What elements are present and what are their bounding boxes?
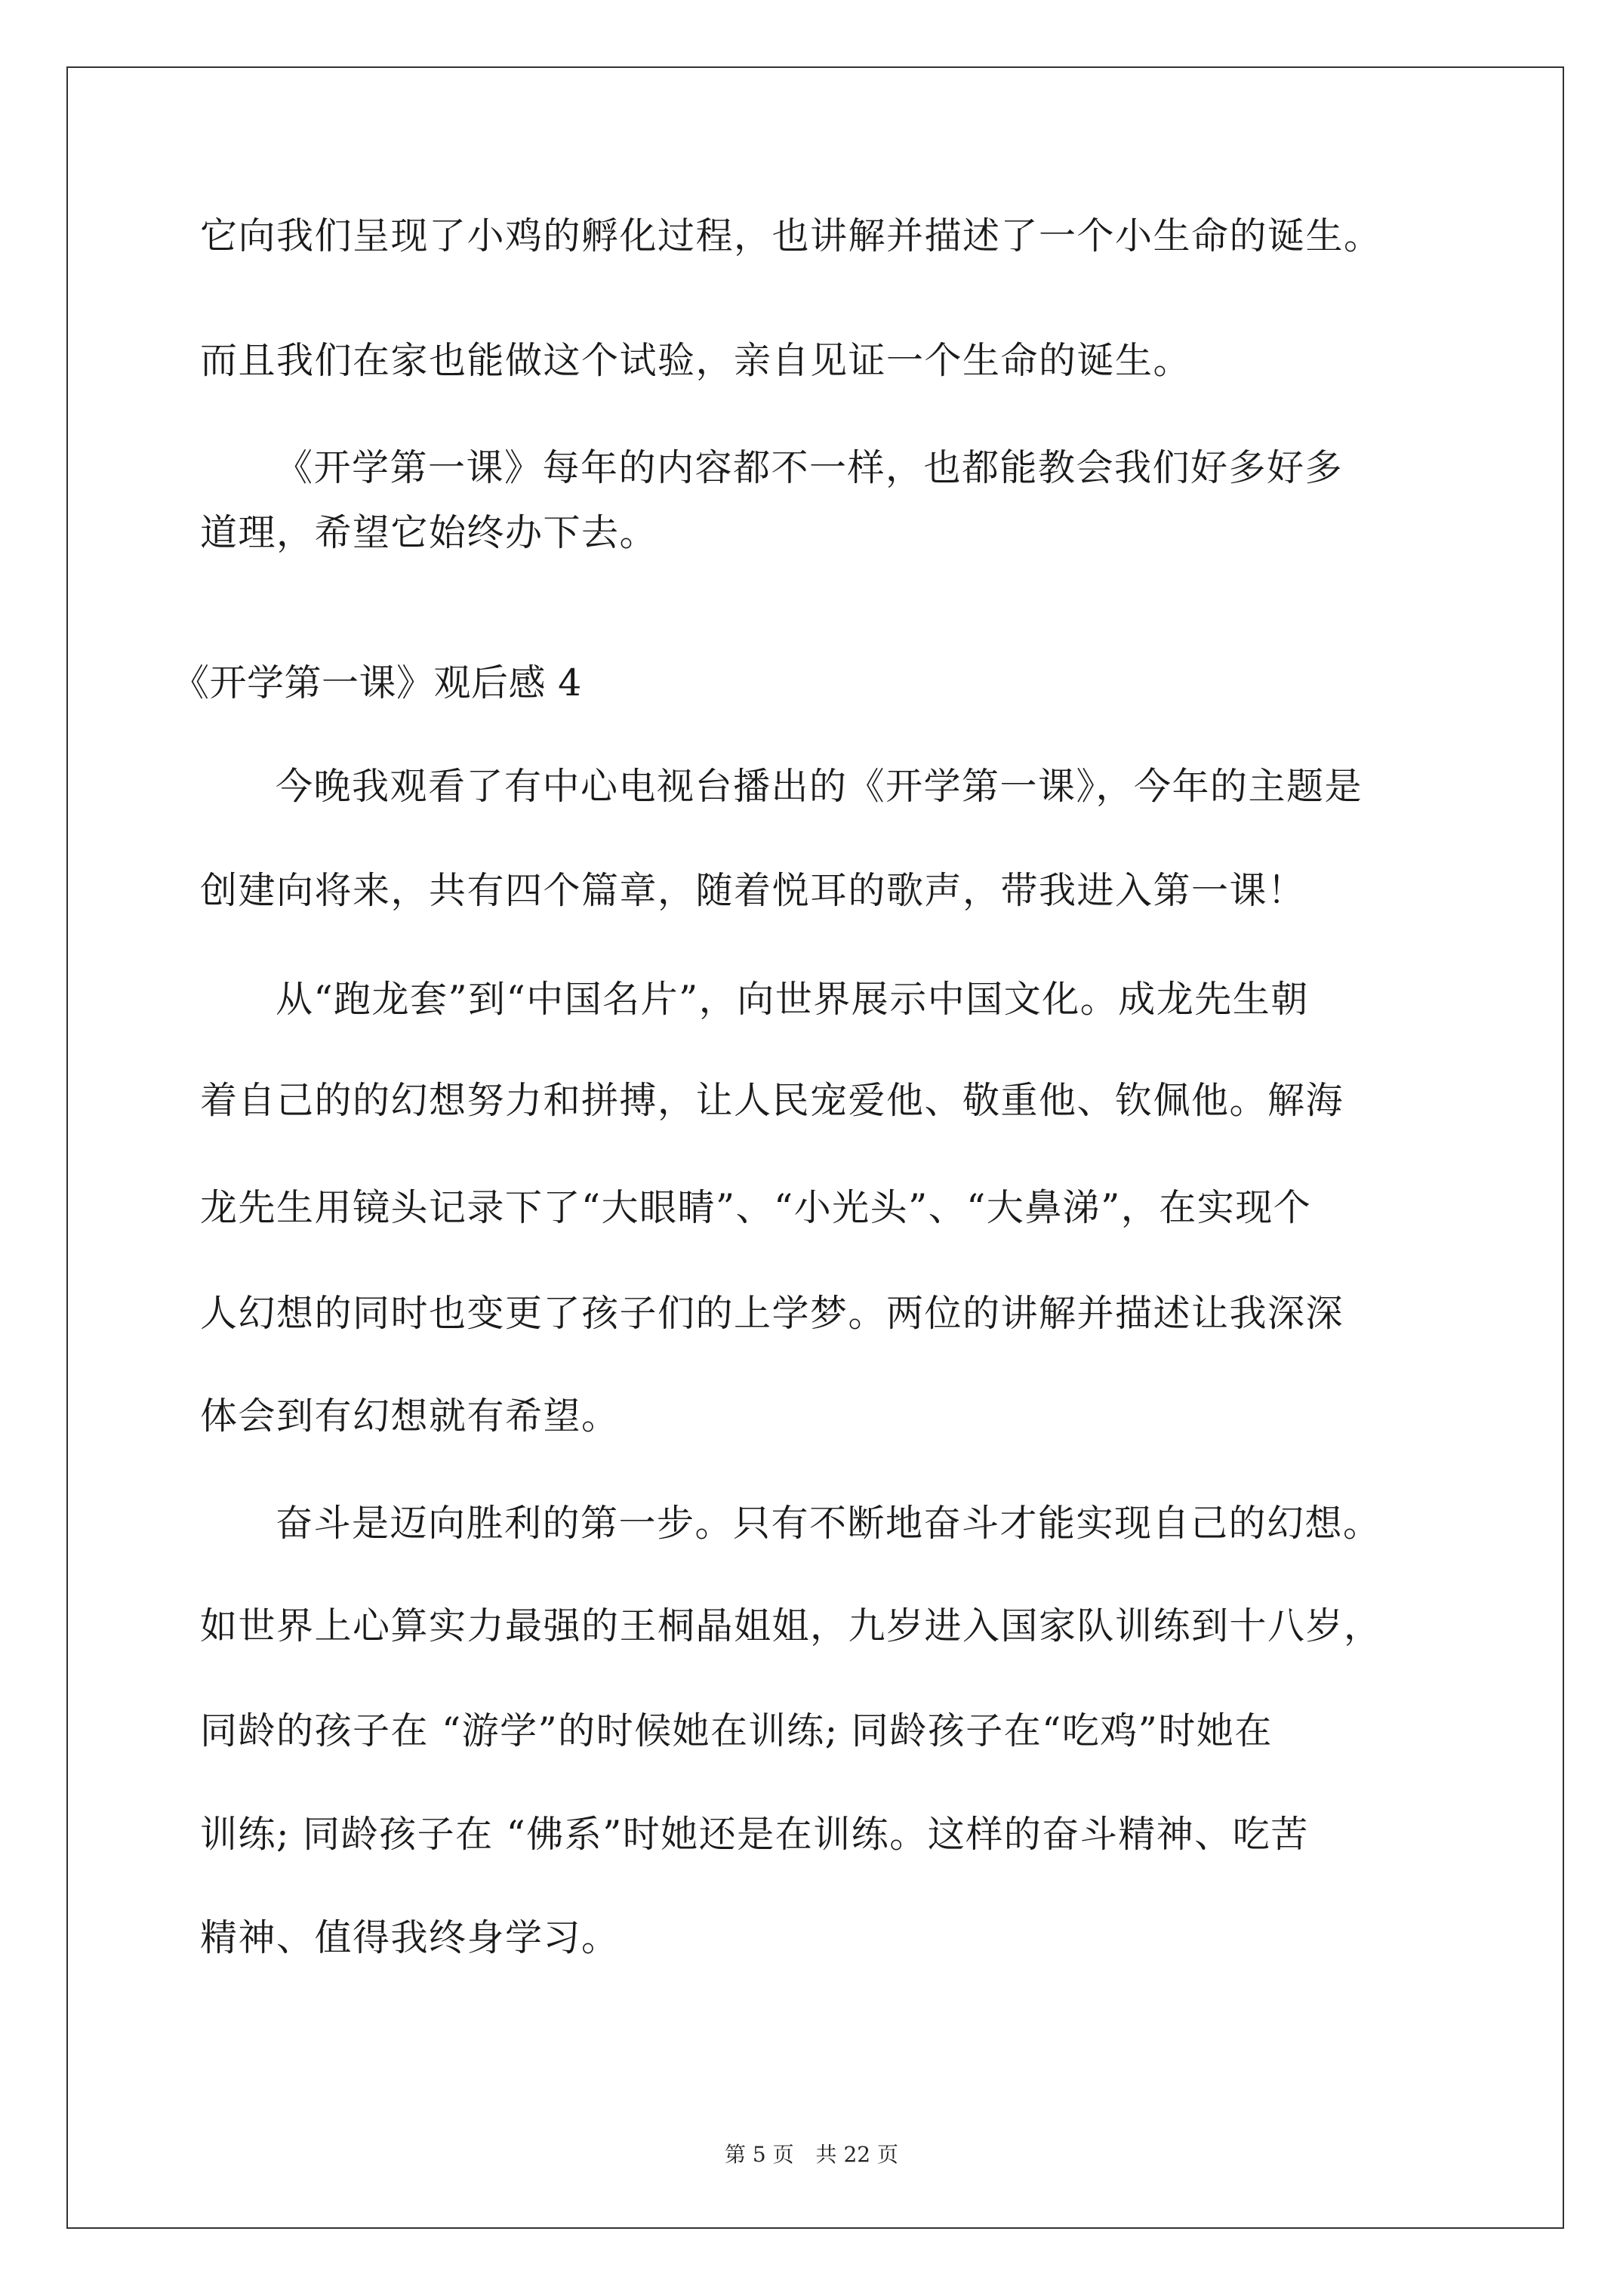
page-number: 第 5 页 bbox=[725, 2142, 794, 2167]
paragraph-line: 训练; 同龄孩子在 “佛系”时她还是在训练。这样的奋斗精神、吃苦 bbox=[200, 1813, 1309, 1856]
paragraph-line: 它向我们呈现了小鸡的孵化过程，也讲解并描述了一个小生命的诞生。 bbox=[200, 214, 1382, 257]
paragraph-line: 龙先生用镜头记录下了“大眼睛”、“小光头”、“大鼻涕”，在实现个 bbox=[200, 1186, 1312, 1229]
paragraph-line: 如世界上心算实力最强的王桐晶姐姐，九岁进入国家队训练到十八岁， bbox=[200, 1604, 1382, 1647]
page-border bbox=[66, 66, 1564, 2229]
paragraph-line: 创建向将来，共有四个篇章，随着悦耳的歌声，带我进入第一课！ bbox=[200, 869, 1306, 912]
paragraph-line: 今晚我观看了有中心电视台播出的《开学第一课》，今年的主题是 bbox=[276, 765, 1363, 808]
paragraph-line: 奋斗是迈向胜利的第一步。只有不断地奋斗才能实现自己的幻想。 bbox=[276, 1502, 1381, 1545]
page-total: 共 22 页 bbox=[815, 2142, 898, 2167]
paragraph-line: 而且我们在家也能做这个试验，亲自见证一个生命的诞生。 bbox=[200, 339, 1192, 382]
paragraph-line: 同龄的孩子在 “游学”的时候她在训练; 同龄孩子在“吃鸡”时她在 bbox=[200, 1709, 1273, 1752]
section-heading: 《开学第一课》观后感 4 bbox=[172, 661, 582, 704]
paragraph-line: 从“跑龙套”到“中国名片”，向世界展示中国文化。成龙先生朝 bbox=[276, 978, 1309, 1021]
paragraph-line: 着自己的的幻想努力和拼搏，让人民宠爱他、敬重他、钦佩他。解海 bbox=[200, 1079, 1344, 1122]
page-footer bbox=[0, 2141, 1623, 2168]
paragraph-line: 《开学第一课》每年的内容都不一样，也都能教会我们好多好多 bbox=[276, 446, 1344, 489]
paragraph-line: 道理，希望它始终办下去。 bbox=[200, 511, 658, 554]
paragraph-line: 精神、值得我终身学习。 bbox=[200, 1916, 620, 1959]
paragraph-line: 体会到有幻想就有希望。 bbox=[200, 1395, 620, 1438]
paragraph-line: 人幻想的同时也变更了孩子们的上学梦。两位的讲解并描述让我深深 bbox=[200, 1292, 1344, 1335]
